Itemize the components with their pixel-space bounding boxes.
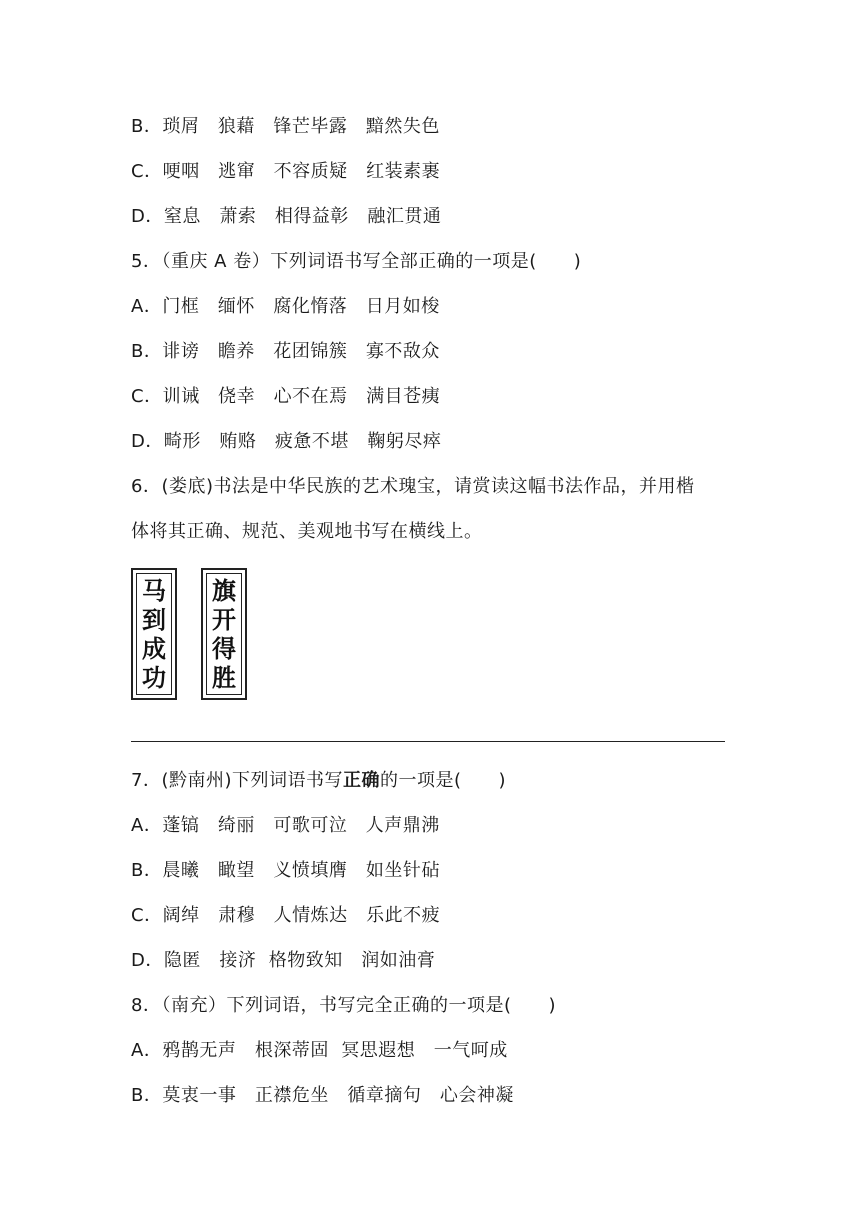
calligraphy-char: 马 <box>142 575 166 605</box>
question-7-emphasis: 正确 <box>343 770 380 791</box>
answer-writing-line[interactable] <box>131 741 725 742</box>
option-d-q4: D．窒息 萧索 相得益彰 融汇贯通 <box>131 206 442 227</box>
calligraphy-char: 胜 <box>212 662 236 692</box>
calligraphy-char: 开 <box>212 604 236 634</box>
question-7 <box>131 769 506 793</box>
calligraphy-panel-left <box>131 568 177 700</box>
question-5: 5．（重庆 A 卷）下列词语书写全部正确的一项是( ) <box>131 251 582 272</box>
calligraphy-panel-right <box>201 568 247 700</box>
option-a-q8: A．鸦鹊无声 根深蒂固 冥思遐想 一气呵成 <box>131 1040 508 1061</box>
question-7-prefix: 7．(黔南州)下列词语书写 <box>131 770 343 791</box>
option-c-q7: C．阔绰 肃穆 人情炼达 乐此不疲 <box>131 905 441 926</box>
question-6-line1: 6．(娄底)书法是中华民族的艺术瑰宝，请赏读这幅书法作品，并用楷 <box>131 476 695 497</box>
option-d-q5: D．畸形 贿赂 疲惫不堪 鞠躬尽瘁 <box>131 431 442 452</box>
option-b-q7: B．晨曦 瞰望 义愤填膺 如坐针砧 <box>131 860 440 881</box>
option-b-q4: B．琐屑 狼藉 锋芒毕露 黯然失色 <box>131 116 440 137</box>
calligraphy-char: 得 <box>212 633 236 663</box>
calligraphy-char: 功 <box>142 662 166 692</box>
option-d-q7: D．隐匿 接济 格物致知 润如油膏 <box>131 950 436 971</box>
option-c-q5: C．训诫 侥幸 心不在焉 满目苍痍 <box>131 386 441 407</box>
option-c-q4: C．哽咽 逃窜 不容质疑 红装素裹 <box>131 161 441 182</box>
option-a-q7: A．蓬镐 绮丽 可歌可泣 人声鼎沸 <box>131 815 440 836</box>
calligraphy-char: 旗 <box>212 575 236 605</box>
option-b-q5: B．诽谤 瞻养 花团锦簇 寡不敌众 <box>131 341 440 362</box>
option-b-q8: B．莫衷一事 正襟危坐 循章摘句 心会神凝 <box>131 1085 514 1106</box>
question-7-suffix: 的一项是( ) <box>380 770 507 791</box>
question-6-line2: 体将其正确、规范、美观地书写在横线上。 <box>131 521 483 542</box>
option-a-q5: A．门框 缅怀 腐化惰落 日月如梭 <box>131 296 440 317</box>
question-8: 8．（南充）下列词语，书写完全正确的一项是( ) <box>131 995 556 1016</box>
calligraphy-char: 成 <box>142 633 166 663</box>
calligraphy-char: 到 <box>142 604 166 634</box>
